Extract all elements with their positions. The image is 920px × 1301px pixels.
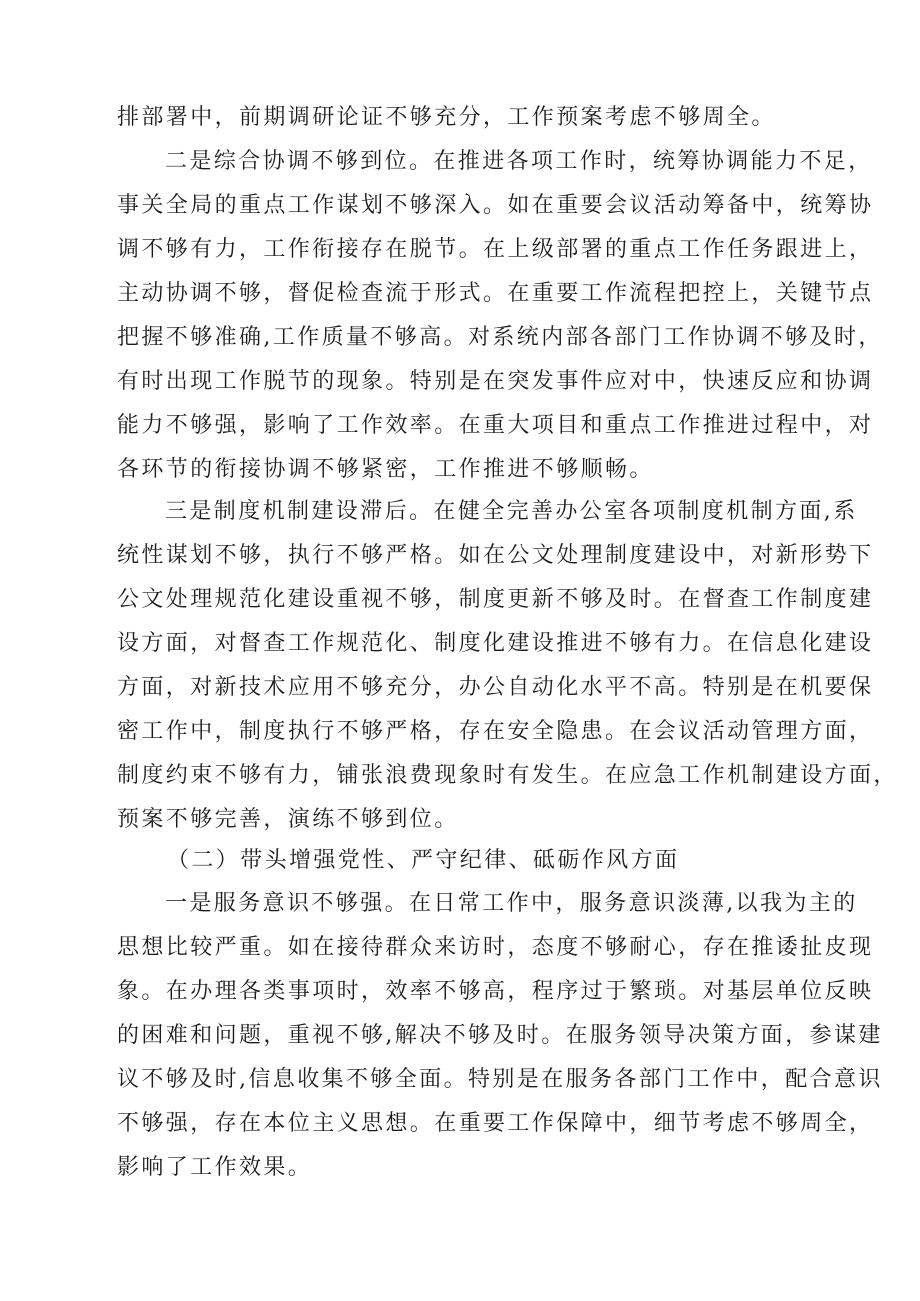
paragraph-line: 主动协调不够，督促检查流于形式。在重要工作流程把控上，关键节点	[117, 281, 874, 306]
paragraph-line: 把握不够准确,工作质量不够高。对系统内部各部门工作协调不够及时，	[117, 325, 883, 350]
paragraph-line: 的困难和问题，重视不够,解决不够及时。在服务领导决策方面，参谋建	[117, 1023, 883, 1048]
paragraph-line: 公文处理规范化建设重视不够，制度更新不够及时。在督查工作制度建	[117, 587, 874, 612]
paragraph-line: 二是综合协调不够到位。在推进各项工作时，统筹协调能力不足，	[165, 149, 873, 174]
paragraph-line: 三是制度机制建设滞后。在健全完善办公室各项制度机制方面,系	[165, 499, 858, 524]
paragraph-line: 议不够及时,信息收集不够全面。特别是在服务各部门工作中，配合意识	[117, 1067, 883, 1092]
paragraph-line: 象。在办理各类事项时，效率不够高，程序过于繁琐。对基层单位反映	[117, 979, 874, 1004]
section-heading: （二）带头增强党性、严守纪律、砥砺作风方面	[167, 848, 680, 873]
paragraph-line: 有时出现工作脱节的现象。特别是在突发事件应对中，快速反应和协调	[117, 369, 874, 394]
paragraph-line: 思想比较严重。如在接待群众来访时，态度不够耐心，存在推诿扯皮现	[117, 935, 874, 960]
paragraph-line: 一是服务意识不够强。在日常工作中，服务意识淡薄,以我为主的	[165, 891, 858, 916]
paragraph-line: 制度约束不够有力，铺张浪费现象时有发生。在应急工作机制建设方面，	[117, 763, 898, 788]
paragraph-line: 密工作中，制度执行不够严格，存在安全隐患。在会议活动管理方面，	[117, 719, 874, 744]
paragraph-line: 方面，对新技术应用不够充分，办公自动化水平不高。特别是在机要保	[117, 675, 874, 700]
paragraph-line: 调不够有力，工作衔接存在脱节。在上级部署的重点工作任务跟进上，	[117, 237, 874, 262]
paragraph-line: 事关全局的重点工作谋划不够深入。如在重要会议活动筹备中，统筹协	[117, 193, 874, 218]
paragraph-line: 能力不够强，影响了工作效率。在重大项目和重点工作推进过程中，对	[117, 413, 874, 438]
paragraph-line: 各环节的衔接协调不够紧密，工作推进不够顺畅。	[117, 457, 654, 482]
paragraph-line: 预案不够完善，演练不够到位。	[117, 807, 459, 832]
paragraph-line: 不够强，存在本位主义思想。在重要工作保障中，细节考虑不够周全，	[117, 1111, 874, 1136]
paragraph-line: 统性谋划不够，执行不够严格。如在公文处理制度建设中，对新形势下	[117, 543, 874, 568]
paragraph-line: 设方面，对督查工作规范化、制度化建设推进不够有力。在信息化建设	[117, 631, 874, 656]
paragraph-line: 排部署中，前期调研论证不够充分，工作预案考虑不够周全。	[117, 105, 776, 130]
paragraph-line: 影响了工作效果。	[117, 1155, 313, 1180]
